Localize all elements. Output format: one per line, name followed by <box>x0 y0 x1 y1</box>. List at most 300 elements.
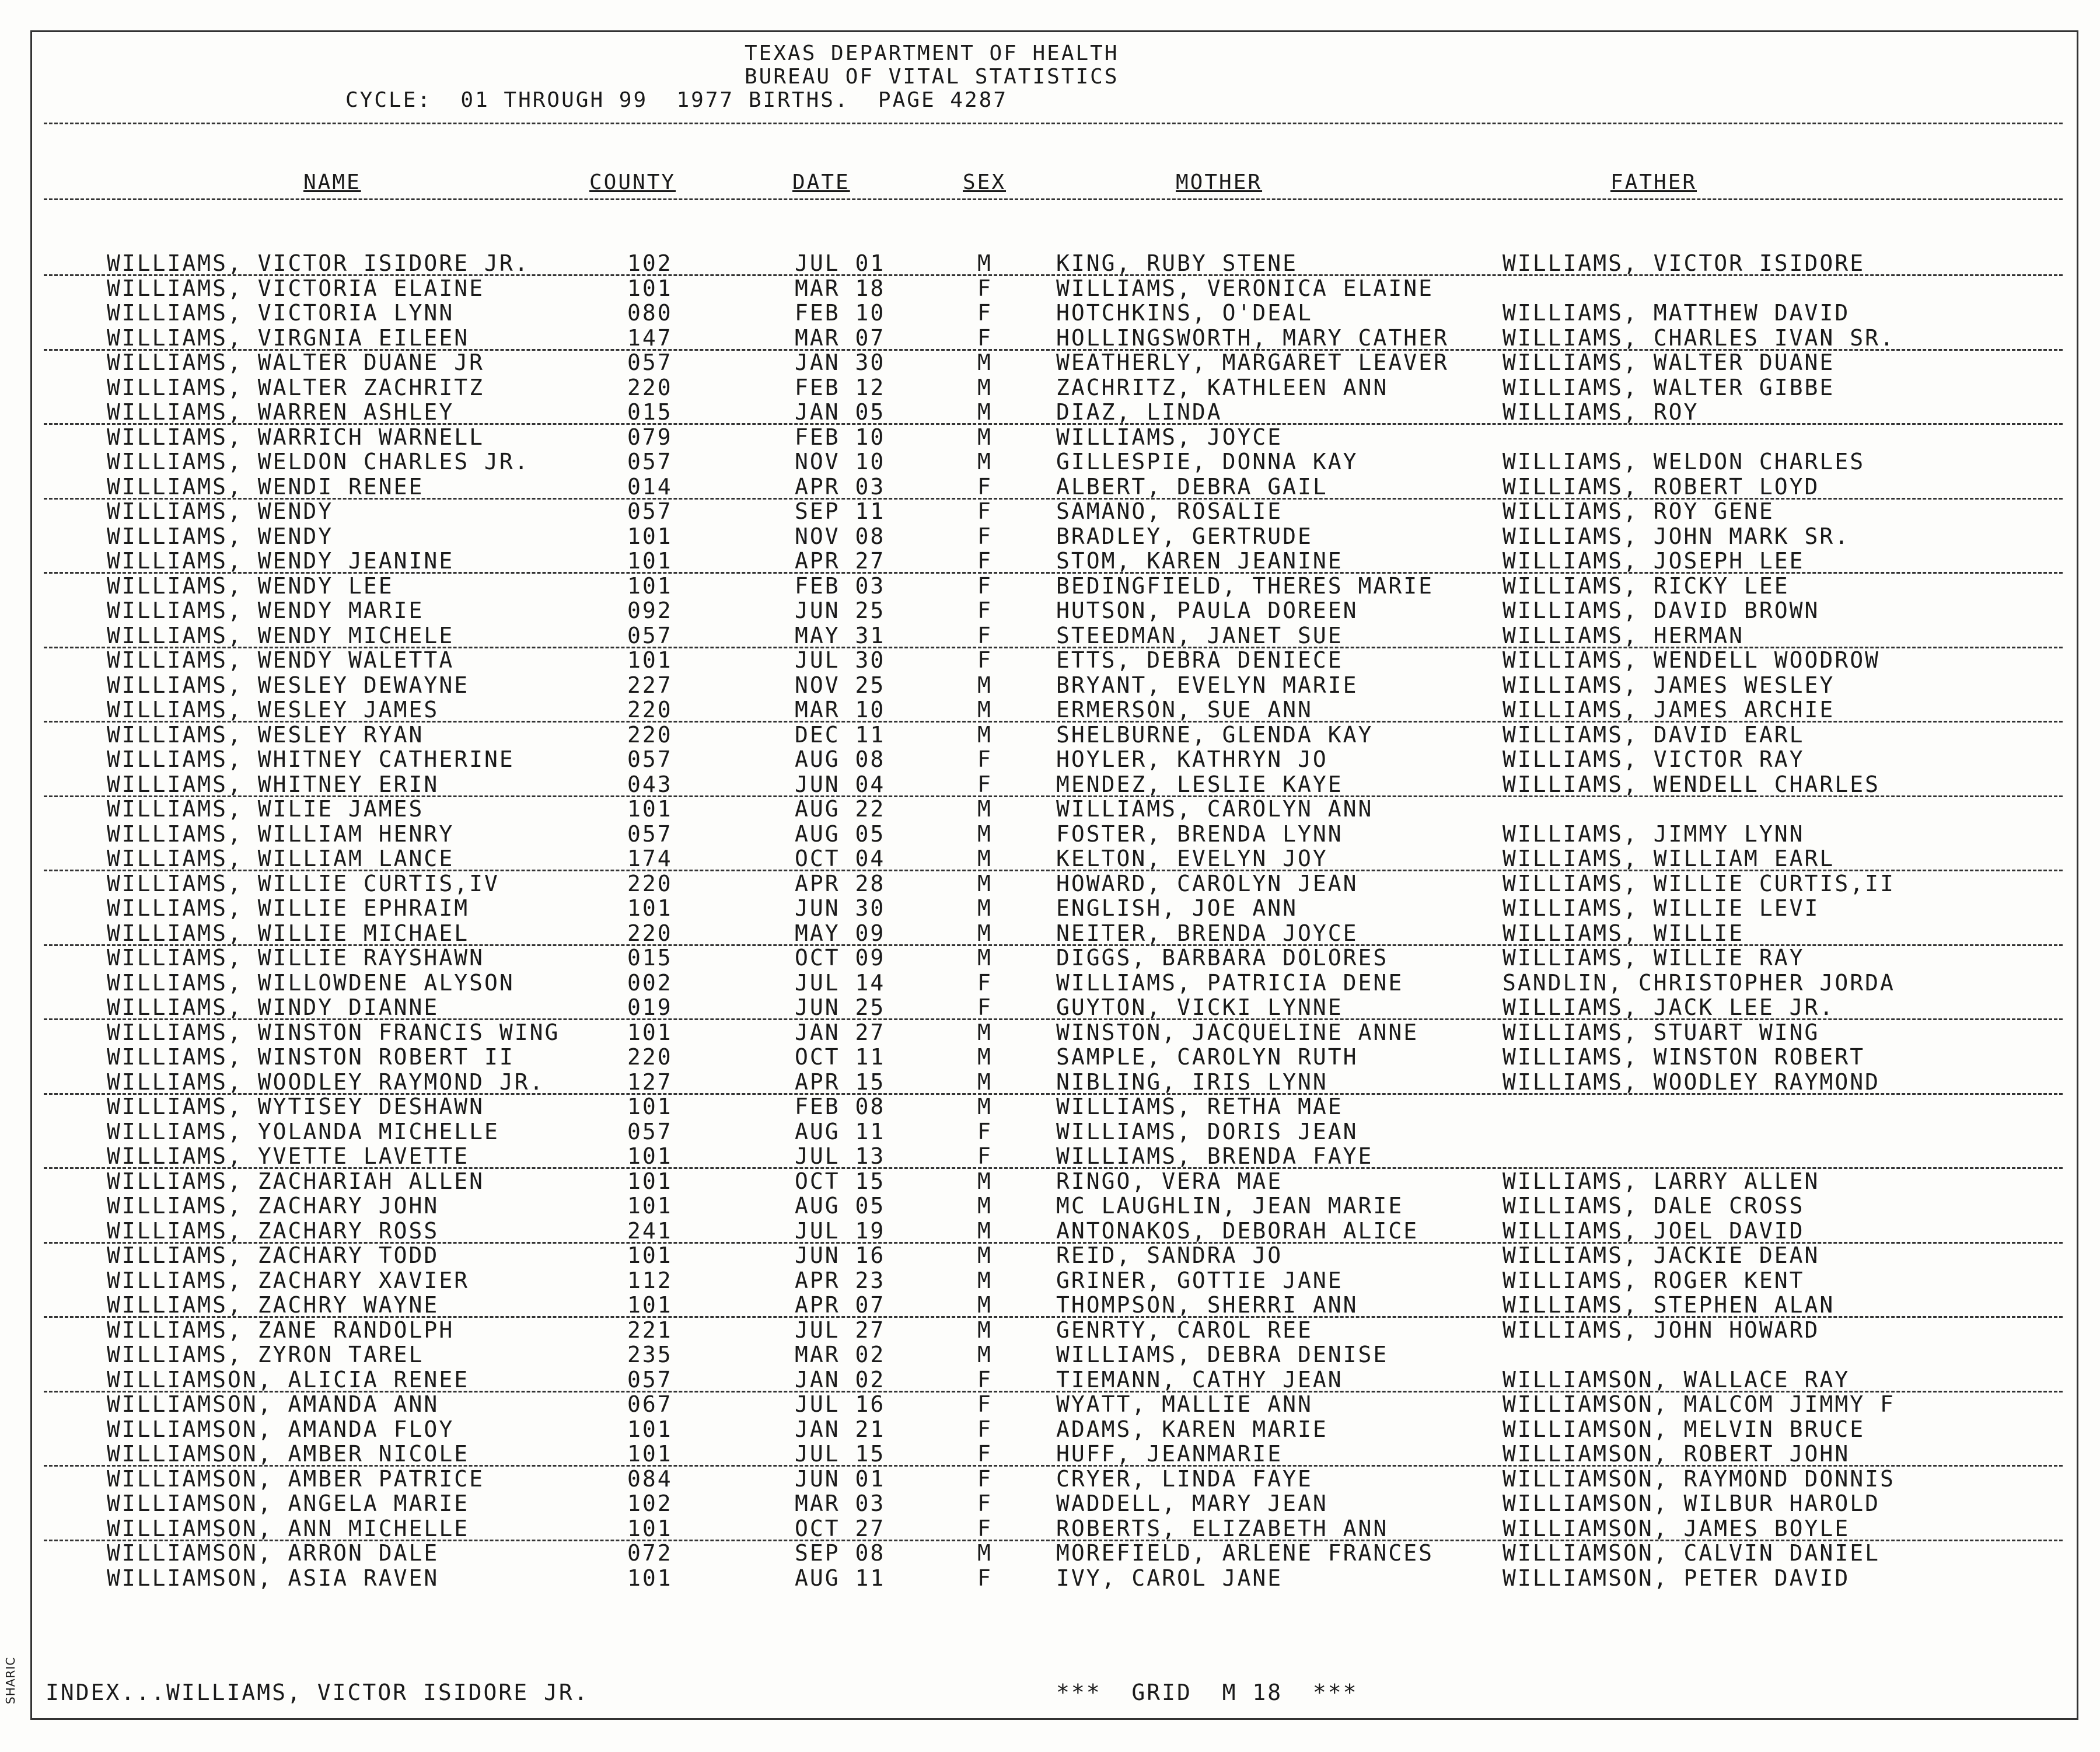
table-row <box>0 747 2100 772</box>
cell-date: APR 28 <box>795 870 886 896</box>
cell-date: JAN 05 <box>795 399 886 425</box>
cell-father: SANDLIN, CHRISTOPHER JORDA <box>1503 969 1895 996</box>
cell-mother: KELTON, EVELYN JOY <box>1056 846 1328 871</box>
cell-sex: M <box>977 1019 993 1045</box>
table-row <box>0 1566 2100 1590</box>
cell-mother: BRADLEY, GERTRUDE <box>1056 523 1313 549</box>
cell-name: WILLIAMSON, ANGELA MARIE <box>107 1491 470 1516</box>
cell-county: 112 <box>627 1267 673 1293</box>
cell-sex: F <box>977 573 993 599</box>
cell-date: JUN 16 <box>795 1243 886 1268</box>
cell-mother: WINSTON, JACQUELINE ANNE <box>1056 1019 1419 1045</box>
cell-name: WILLIAMS, ZYRON TAREL <box>107 1342 424 1367</box>
cell-sex: M <box>977 1342 993 1367</box>
cell-name: WILLIAMS, WENDY LEE <box>107 573 394 599</box>
cell-father: WILLIAMS, STUART WING <box>1503 1019 1820 1045</box>
cell-mother: SAMPLE, CAROLYN RUTH <box>1056 1044 1358 1070</box>
cell-county: 221 <box>627 1317 673 1343</box>
cell-mother: WILLIAMS, DEBRA DENISE <box>1056 1342 1389 1367</box>
table-row <box>0 301 2100 325</box>
cell-county: 101 <box>627 573 673 599</box>
cell-father: WILLIAMS, MATTHEW DAVID <box>1503 300 1850 326</box>
cell-name: WILLIAMS, WINDY DIANNE <box>107 994 439 1020</box>
table-row <box>0 574 2100 598</box>
cell-mother: MENDEZ, LESLIE KAYE <box>1056 771 1343 797</box>
table-row <box>0 375 2100 400</box>
table-row <box>0 697 2100 722</box>
cell-father: WILLIAMSON, RAYMOND DONNIS <box>1503 1465 1895 1492</box>
cell-county: 235 <box>627 1342 673 1367</box>
cell-father: WILLIAMSON, MELVIN BRUCE <box>1503 1416 1865 1442</box>
cell-name: WILLIAMS, WENDY MARIE <box>107 598 424 623</box>
col-header-date: DATE <box>792 170 850 194</box>
cell-date: OCT 09 <box>795 945 886 971</box>
cell-name: WILLIAMS, ZACHARY TODD <box>107 1243 439 1268</box>
table-row <box>0 822 2100 846</box>
cell-name: WILLIAMSON, AMANDA FLOY <box>107 1416 455 1442</box>
cell-date: OCT 11 <box>795 1044 886 1070</box>
cell-mother: TIEMANN, CATHY JEAN <box>1056 1366 1343 1392</box>
cell-mother: WILLIAMS, RETHA MAE <box>1056 1094 1343 1119</box>
cell-name: WILLIAMS, WILIE JAMES <box>107 796 424 822</box>
cell-mother: ENGLISH, JOE ANN <box>1056 895 1298 921</box>
table-row <box>0 326 2100 350</box>
cell-mother: WILLIAMS, PATRICIA DENE <box>1056 969 1404 996</box>
col-header-sex: SEX <box>963 170 1007 194</box>
cell-name: WILLIAMSON, ASIA RAVEN <box>107 1565 439 1591</box>
cell-sex: F <box>977 1118 993 1144</box>
cell-county: 057 <box>627 622 673 648</box>
col-header-county: COUNTY <box>589 170 676 194</box>
cell-sex: F <box>977 647 993 673</box>
cell-county: 084 <box>627 1465 673 1492</box>
cell-sex: M <box>977 1217 993 1244</box>
cell-name: WILLIAMS, VICTOR ISIDORE JR. <box>107 250 530 276</box>
cell-sex: M <box>977 1540 993 1566</box>
cell-name: WILLIAMS, WESLEY DEWAYNE <box>107 672 470 698</box>
cell-name: WILLIAMS, WOODLEY RAYMOND JR. <box>107 1069 545 1095</box>
cell-name: WILLIAMS, WARRICH WARNELL <box>107 424 484 450</box>
cell-date: JUL 14 <box>795 969 886 996</box>
table-row <box>0 1392 2100 1416</box>
cell-county: 220 <box>627 920 673 946</box>
cell-mother: BEDINGFIELD, THERES MARIE <box>1056 573 1434 599</box>
cell-county: 101 <box>627 1515 673 1541</box>
cell-father: WILLIAMS, JAMES WESLEY <box>1503 672 1835 698</box>
cell-name: WILLIAMS, VIRGNIA EILEEN <box>107 324 470 351</box>
table-row <box>0 1193 2100 1218</box>
cell-date: JUL 01 <box>795 250 886 276</box>
cell-mother: GRINER, GOTTIE JANE <box>1056 1267 1343 1293</box>
cell-father: WILLIAMS, STEPHEN ALAN <box>1503 1292 1835 1318</box>
cell-father: WILLIAMS, CHARLES IVAN SR. <box>1503 324 1895 351</box>
cell-sex: F <box>977 324 993 351</box>
cell-mother: WILLIAMS, VERONICA ELAINE <box>1056 275 1434 301</box>
table-row <box>0 251 2100 275</box>
cell-mother: SAMANO, ROSALIE <box>1056 498 1283 524</box>
cell-father: WILLIAMS, JAMES ARCHIE <box>1503 697 1835 723</box>
cell-sex: F <box>977 598 993 623</box>
bureau-title: BUREAU OF VITAL STATISTICS <box>745 65 1119 89</box>
cell-mother: WYATT, MALLIE ANN <box>1056 1391 1313 1417</box>
table-row <box>0 995 2100 1020</box>
cell-county: 101 <box>627 1019 673 1045</box>
cell-father: WILLIAMS, WALTER GIBBE <box>1503 374 1835 400</box>
cell-name: WILLIAMS, WHITNEY ERIN <box>107 771 439 797</box>
cell-name: WILLIAMS, WENDY <box>107 498 334 524</box>
cell-county: 057 <box>627 746 673 772</box>
cell-county: 101 <box>627 1565 673 1591</box>
cell-date: MAY 09 <box>795 920 886 946</box>
cell-father: WILLIAMS, WINSTON ROBERT <box>1503 1044 1865 1070</box>
cell-name: WILLIAMS, ZACHRY WAYNE <box>107 1292 439 1318</box>
cell-name: WILLIAMS, WENDY JEANINE <box>107 548 455 574</box>
cell-name: WILLIAMS, WILLOWDENE ALYSON <box>107 969 515 996</box>
table-row <box>0 549 2100 573</box>
cell-name: WILLIAMS, ZACHARY XAVIER <box>107 1267 470 1293</box>
cell-sex: M <box>977 821 993 847</box>
cell-county: 220 <box>627 870 673 896</box>
cell-sex: M <box>977 399 993 425</box>
cell-sex: M <box>977 374 993 400</box>
cell-sex: M <box>977 449 993 474</box>
cell-mother: ADAMS, KAREN MARIE <box>1056 1416 1328 1442</box>
cell-date: OCT 04 <box>795 846 886 871</box>
cell-date: FEB 10 <box>795 424 886 450</box>
table-row <box>0 1541 2100 1565</box>
cell-county: 101 <box>627 1094 673 1119</box>
cell-date: SEP 11 <box>795 498 886 524</box>
cell-name: WILLIAMS, WINSTON FRANCIS WING <box>107 1019 560 1045</box>
cell-father: WILLIAMS, JACKIE DEAN <box>1503 1243 1820 1268</box>
cell-name: WILLIAMS, WILLIE EPHRAIM <box>107 895 470 921</box>
cell-name: WILLIAMSON, ALICIA RENEE <box>107 1366 470 1392</box>
cell-county: 101 <box>627 523 673 549</box>
cell-mother: KING, RUBY STENE <box>1056 250 1298 276</box>
cell-date: AUG 05 <box>795 821 886 847</box>
cell-father: WILLIAMS, WENDELL CHARLES <box>1503 771 1880 797</box>
cell-mother: REID, SANDRA JO <box>1056 1243 1283 1268</box>
cell-sex: M <box>977 250 993 276</box>
table-row <box>0 1020 2100 1045</box>
cell-sex: M <box>977 721 993 748</box>
cell-sex: M <box>977 945 993 971</box>
cell-father: WILLIAMS, WILLIE <box>1503 920 1745 946</box>
cell-father: WILLIAMSON, WALLACE RAY <box>1503 1366 1850 1392</box>
cell-name: WILLIAMS, WENDY MICHELE <box>107 622 455 648</box>
header-divider <box>44 123 2063 124</box>
cell-county: 043 <box>627 771 673 797</box>
cell-mother: CRYER, LINDA FAYE <box>1056 1465 1313 1492</box>
cell-mother: ERMERSON, SUE ANN <box>1056 697 1313 723</box>
cell-father: WILLIAMS, WOODLEY RAYMOND <box>1503 1069 1880 1095</box>
cell-father: WILLIAMS, JOEL DAVID <box>1503 1217 1805 1244</box>
cell-date: JAN 27 <box>795 1019 886 1045</box>
cell-county: 101 <box>627 647 673 673</box>
cell-father: WILLIAMSON, JAMES BOYLE <box>1503 1515 1850 1541</box>
cell-name: WILLIAMS, YOLANDA MICHELLE <box>107 1118 499 1144</box>
cell-county: 080 <box>627 300 673 326</box>
cell-date: JUN 04 <box>795 771 886 797</box>
cell-name: WILLIAMS, ZACHARY JOHN <box>107 1193 439 1219</box>
cell-sex: F <box>977 275 993 301</box>
cell-date: OCT 27 <box>795 1515 886 1541</box>
cell-date: JUL 15 <box>795 1441 886 1467</box>
cell-sex: F <box>977 1441 993 1467</box>
cell-name: WILLIAMS, VICTORIA ELAINE <box>107 275 484 301</box>
cell-date: FEB 12 <box>795 374 886 400</box>
cell-father: WILLIAMS, WELDON CHARLES <box>1503 449 1865 474</box>
cell-father: WILLIAMS, JACK LEE JR. <box>1503 994 1835 1020</box>
cell-mother: GUYTON, VICKI LYNNE <box>1056 994 1343 1020</box>
cell-name: WILLIAMSON, ARRON DALE <box>107 1540 439 1566</box>
cell-name: WILLIAMS, WHITNEY CATHERINE <box>107 746 515 772</box>
cycle-line: CYCLE: 01 THROUGH 99 1977 BIRTHS. PAGE 4287 <box>345 88 1008 112</box>
cell-date: NOV 10 <box>795 449 886 474</box>
cell-father: WILLIAMSON, ROBERT JOHN <box>1503 1441 1850 1467</box>
cell-mother: WILLIAMS, DORIS JEAN <box>1056 1118 1358 1144</box>
cell-father: WILLIAMS, DALE CROSS <box>1503 1193 1805 1219</box>
table-row <box>0 524 2100 549</box>
cell-name: WILLIAMS, WESLEY RYAN <box>107 721 424 748</box>
cell-date: DEC 11 <box>795 721 886 748</box>
cell-mother: HOLLINGSWORTH, MARY CATHER <box>1056 324 1449 351</box>
cell-county: 102 <box>627 1491 673 1516</box>
cell-mother: GILLESPIE, DONNA KAY <box>1056 449 1358 474</box>
cell-mother: MOREFIELD, ARLENE FRANCES <box>1056 1540 1434 1566</box>
cell-mother: DIAZ, LINDA <box>1056 399 1222 425</box>
cell-name: WILLIAMS, WESLEY JAMES <box>107 697 439 723</box>
cell-county: 127 <box>627 1069 673 1095</box>
cell-date: APR 03 <box>795 473 886 500</box>
cell-name: WILLIAMS, YVETTE LAVETTE <box>107 1143 470 1169</box>
table-row <box>0 1243 2100 1268</box>
cell-mother: SHELBURNE, GLENDA KAY <box>1056 721 1374 748</box>
table-row <box>0 1169 2100 1193</box>
cell-date: JUL 13 <box>795 1143 886 1169</box>
table-row <box>0 623 2100 648</box>
cell-mother: NEITER, BRENDA JOYCE <box>1056 920 1358 946</box>
grid-label: *** GRID M 18 *** <box>1056 1680 1358 1705</box>
cell-county: 057 <box>627 498 673 524</box>
cell-county: 101 <box>627 1416 673 1442</box>
cell-sex: M <box>977 1069 993 1095</box>
cell-sex: M <box>977 1044 993 1070</box>
cell-mother: HOYLER, KATHRYN JO <box>1056 746 1328 772</box>
cell-sex: M <box>977 350 993 375</box>
cell-name: WILLIAMS, WYTISEY DESHAWN <box>107 1094 484 1119</box>
cell-date: JUN 25 <box>795 598 886 623</box>
cell-county: 014 <box>627 473 673 500</box>
cell-county: 227 <box>627 672 673 698</box>
cell-father: WILLIAMS, ROY GENE <box>1503 498 1774 524</box>
table-row <box>0 896 2100 920</box>
cell-mother: HOTCHKINS, O'DEAL <box>1056 300 1313 326</box>
cell-father: WILLIAMS, WILLIE LEVI <box>1503 895 1820 921</box>
cell-mother: WILLIAMS, CAROLYN ANN <box>1056 796 1374 822</box>
cell-sex: F <box>977 994 993 1020</box>
cell-mother: HUFF, JEANMARIE <box>1056 1441 1283 1467</box>
cell-mother: DIGGS, BARBARA DOLORES <box>1056 945 1389 971</box>
cell-county: 019 <box>627 994 673 1020</box>
table-row <box>0 797 2100 821</box>
cell-date: JUL 19 <box>795 1217 886 1244</box>
table-row <box>0 400 2100 424</box>
cell-county: 101 <box>627 796 673 822</box>
cell-county: 101 <box>627 1292 673 1318</box>
table-row <box>0 1491 2100 1516</box>
cell-date: MAR 07 <box>795 324 886 351</box>
cell-county: 092 <box>627 598 673 623</box>
table-row <box>0 971 2100 995</box>
cell-father: WILLIAMS, HERMAN <box>1503 622 1745 648</box>
cell-county: 101 <box>627 1143 673 1169</box>
cell-date: SEP 08 <box>795 1540 886 1566</box>
table-row <box>0 945 2100 970</box>
cell-county: 101 <box>627 1168 673 1194</box>
cell-county: 220 <box>627 721 673 748</box>
cell-date: AUG 08 <box>795 746 886 772</box>
cell-father: WILLIAMS, WILLIE CURTIS,II <box>1503 870 1895 896</box>
cell-date: NOV 25 <box>795 672 886 698</box>
cell-date: APR 23 <box>795 1267 886 1293</box>
cell-mother: WADDELL, MARY JEAN <box>1056 1491 1328 1516</box>
cell-sex: F <box>977 969 993 996</box>
cell-date: JAN 21 <box>795 1416 886 1442</box>
cell-name: WILLIAMS, WENDY <box>107 523 334 549</box>
cell-father: WILLIAMS, DAVID BROWN <box>1503 598 1820 623</box>
cell-mother: MC LAUGHLIN, JEAN MARIE <box>1056 1193 1404 1219</box>
cell-sex: F <box>977 1515 993 1541</box>
cell-date: AUG 11 <box>795 1118 886 1144</box>
cell-sex: F <box>977 622 993 648</box>
col-header-mother: MOTHER <box>1176 170 1263 194</box>
cell-date: AUG 11 <box>795 1565 886 1591</box>
cell-date: JAN 30 <box>795 350 886 375</box>
cell-date: OCT 15 <box>795 1168 886 1194</box>
cell-county: 101 <box>627 1193 673 1219</box>
cell-county: 101 <box>627 548 673 574</box>
cell-county: 015 <box>627 399 673 425</box>
cell-mother: BRYANT, EVELYN MARIE <box>1056 672 1358 698</box>
cell-date: MAR 18 <box>795 275 886 301</box>
column-divider <box>44 198 2063 200</box>
cell-date: AUG 05 <box>795 1193 886 1219</box>
cell-mother: HOWARD, CAROLYN JEAN <box>1056 870 1358 896</box>
cell-name: WILLIAMSON, AMBER NICOLE <box>107 1441 470 1467</box>
cell-mother: ETTS, DEBRA DENIECE <box>1056 647 1343 673</box>
cell-sex: M <box>977 424 993 450</box>
cell-mother: GENRTY, CAROL REE <box>1056 1317 1313 1343</box>
cell-date: MAY 31 <box>795 622 886 648</box>
table-row <box>0 1342 2100 1367</box>
cell-name: WILLIAMS, WARREN ASHLEY <box>107 399 455 425</box>
cell-sex: F <box>977 1391 993 1417</box>
table-row <box>0 921 2100 945</box>
cell-name: WILLIAMS, WALTER DUANE JR <box>107 350 484 375</box>
table-row <box>0 846 2100 871</box>
cell-mother: STEEDMAN, JANET SUE <box>1056 622 1343 648</box>
cell-sex: F <box>977 1143 993 1169</box>
cell-mother: ANTONAKOS, DEBORAH ALICE <box>1056 1217 1419 1244</box>
cell-name: WILLIAMS, ZACHARIAH ALLEN <box>107 1168 484 1194</box>
cell-sex: M <box>977 697 993 723</box>
side-label: SHARIC <box>4 1656 18 1704</box>
cell-county: 220 <box>627 697 673 723</box>
cell-father: WILLIAMSON, WILBUR HAROLD <box>1503 1491 1880 1516</box>
cell-father: WILLIAMS, JOSEPH LEE <box>1503 548 1805 574</box>
cell-county: 102 <box>627 250 673 276</box>
cell-father: WILLIAMSON, MALCOM JIMMY F <box>1503 1391 1895 1417</box>
cell-county: 220 <box>627 1044 673 1070</box>
cell-county: 101 <box>627 1243 673 1268</box>
cell-name: WILLIAMS, WILLIAM LANCE <box>107 846 455 871</box>
cell-name: WILLIAMS, ZANE RANDOLPH <box>107 1317 455 1343</box>
cell-sex: F <box>977 548 993 574</box>
cell-name: WILLIAMS, WILLIE RAYSHAWN <box>107 945 484 971</box>
cell-father: WILLIAMS, WALTER DUANE <box>1503 350 1835 375</box>
cell-sex: F <box>977 498 993 524</box>
table-row <box>0 723 2100 747</box>
cell-father: WILLIAMS, ROY <box>1503 399 1699 425</box>
cell-name: WILLIAMSON, AMANDA ANN <box>107 1391 439 1417</box>
cell-father: WILLIAMS, VICTOR RAY <box>1503 746 1805 772</box>
table-row <box>0 350 2100 375</box>
cell-date: NOV 08 <box>795 523 886 549</box>
cell-name: WILLIAMS, WILLIE MICHAEL <box>107 920 470 946</box>
table-row <box>0 1318 2100 1342</box>
cell-sex: M <box>977 1094 993 1119</box>
cell-father: WILLIAMS, DAVID EARL <box>1503 721 1805 748</box>
cell-father: WILLIAMS, JOHN HOWARD <box>1503 1317 1820 1343</box>
cell-county: 101 <box>627 275 673 301</box>
cell-father: WILLIAMS, LARRY ALLEN <box>1503 1168 1820 1194</box>
cell-sex: M <box>977 920 993 946</box>
cell-father: WILLIAMS, JOHN MARK SR. <box>1503 523 1850 549</box>
table-row <box>0 1219 2100 1243</box>
cell-date: JUN 25 <box>795 994 886 1020</box>
cell-county: 220 <box>627 374 673 400</box>
cell-sex: M <box>977 1267 993 1293</box>
cell-county: 057 <box>627 1118 673 1144</box>
cell-county: 174 <box>627 846 673 871</box>
cell-father: WILLIAMS, JIMMY LYNN <box>1503 821 1805 847</box>
cell-father: WILLIAMS, WILLIE RAY <box>1503 945 1805 971</box>
cell-mother: NIBLING, IRIS LYNN <box>1056 1069 1328 1095</box>
cell-county: 057 <box>627 350 673 375</box>
cell-mother: STOM, KAREN JEANINE <box>1056 548 1343 574</box>
table-row <box>0 1268 2100 1293</box>
table-row <box>0 673 2100 697</box>
cell-date: JUN 30 <box>795 895 886 921</box>
cell-sex: M <box>977 672 993 698</box>
table-row <box>0 1293 2100 1317</box>
table-row <box>0 1144 2100 1168</box>
cell-date: AUG 22 <box>795 796 886 822</box>
cell-sex: F <box>977 1366 993 1392</box>
cell-father: WILLIAMS, ROGER KENT <box>1503 1267 1805 1293</box>
table-row <box>0 425 2100 449</box>
cell-county: 241 <box>627 1217 673 1244</box>
cell-county: 072 <box>627 1540 673 1566</box>
cell-date: MAR 03 <box>795 1491 886 1516</box>
table-row <box>0 871 2100 896</box>
col-header-father: FATHER <box>1610 170 1697 194</box>
cell-mother: FOSTER, BRENDA LYNN <box>1056 821 1343 847</box>
table-row <box>0 1070 2100 1094</box>
cell-sex: M <box>977 796 993 822</box>
table-row <box>0 1442 2100 1466</box>
